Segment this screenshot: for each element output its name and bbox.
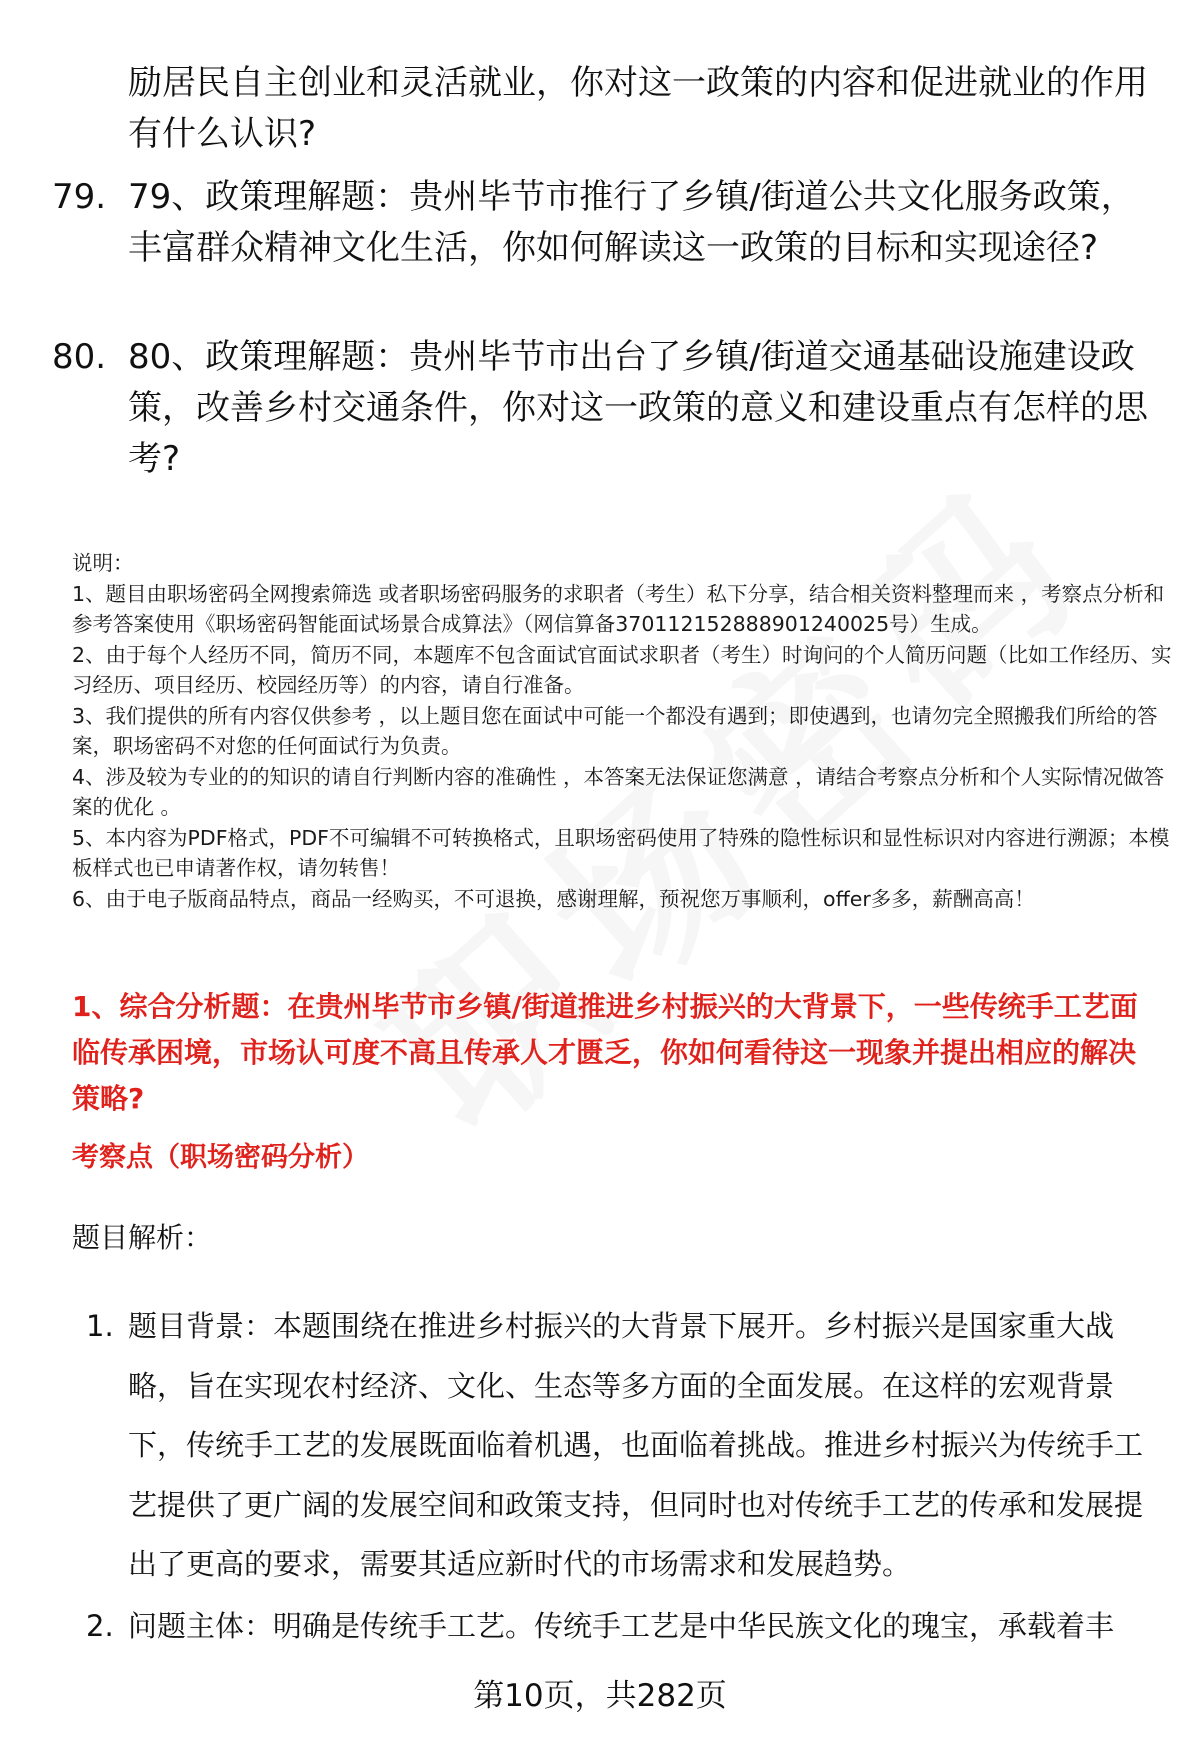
note-item: 2、由于每个人经历不同，简历不同，本题库不包含面试官面试求职者（考生）时询问的个人简历问题（比如工作经历、实习经历、项目经历、校园经历等）的内容，请自行准备。 — [72, 642, 1172, 697]
continued-question-text: 励居民自主创业和灵活就业，你对这一政策的内容和促进就业的作用有什么认识? — [128, 63, 1148, 154]
analysis-subheading: 题目解析： — [72, 1221, 213, 1254]
question-text: 79、政策理解题：贵州毕节市推行了乡镇/街道公共文化服务政策，丰富群众精神文化生活，你如何解读这一政策的目标和实现途径? — [128, 177, 1135, 268]
list-text: 题目背景：本题围绕在推进乡村振兴的大背景下展开。乡村振兴是国家重大战略，旨在实现农村经济、文化、生态等多方面的全面发展。在这样的宏观背景下，传统手工艺的发展既面临着机遇，也面临着挑战。推进乡村振兴为传统手工艺提供了更广阔的发展空间和政策支持，但同时也对传统手工艺的传承和发展提出了更高的要求，需要其适应新时代的市场需求和发展趋势。 — [128, 1309, 1144, 1581]
note-item: 5、本内容为PDF格式，PDF不可编辑不可转换格式，且职场密码使用了特殊的隐性标识和显性标识对内容进行溯源；本模板样式也已申请著作权，请勿转售！ — [72, 825, 1170, 880]
list-number: 2. — [86, 1609, 114, 1643]
main-question: 1、综合分析题：在贵州毕节市乡镇/街道推进乡村振兴的大背景下，一些传统手工艺面临传承困境，市场认可度不高且传承人才匮乏，你如何看待这一现象并提出相应的解决策略? — [72, 990, 1138, 1115]
list-number: 1. — [86, 1309, 114, 1343]
question-number: 79. — [52, 177, 107, 217]
note-item: 3、我们提供的所有内容仅供参考 ，以上题目您在面试中可能一个都没有遇到；即使遇到，也请勿完全照搬我们所给的答案，职场密码不对您的任何面试行为负责。 — [72, 703, 1158, 758]
note-item: 1、题目由职场密码全网搜索筛选 或者职场密码服务的求职者（考生）私下分享，结合相关资料整理而来 ，考察点分析和参考答案使用《职场密码智能面试场景合成算法》（网信算备370112152888901240025号）生成。 — [72, 581, 1165, 636]
analysis-heading: 考察点（职场密码分析） — [72, 1142, 369, 1173]
notes-section — [72, 548, 1172, 914]
notes-title: 说明： — [72, 551, 134, 575]
question-text: 80、政策理解题：贵州毕节市出台了乡镇/街道交通基础设施建设政策，改善乡村交通条件，你对这一政策的意义和建设重点有怎样的思考? — [128, 337, 1148, 479]
note-item: 6、由于电子版商品特点，商品一经购买，不可退换，感谢理解，预祝您万事顺利，offer多多，薪酬高高！ — [72, 886, 1035, 911]
note-item: 4、涉及较为专业的的知识的请自行判断内容的准确性 ，本答案无法保证您满意 ，请结合考察点分析和个人实际情况做答案的优化 。 — [72, 764, 1165, 819]
page-footer: 第10页，共282页 — [473, 1678, 727, 1714]
list-text: 问题主体：明确是传统手工艺。传统手工艺是中华民族文化的瑰宝，承载着丰 — [128, 1609, 1115, 1643]
question-number: 80. — [52, 337, 107, 377]
